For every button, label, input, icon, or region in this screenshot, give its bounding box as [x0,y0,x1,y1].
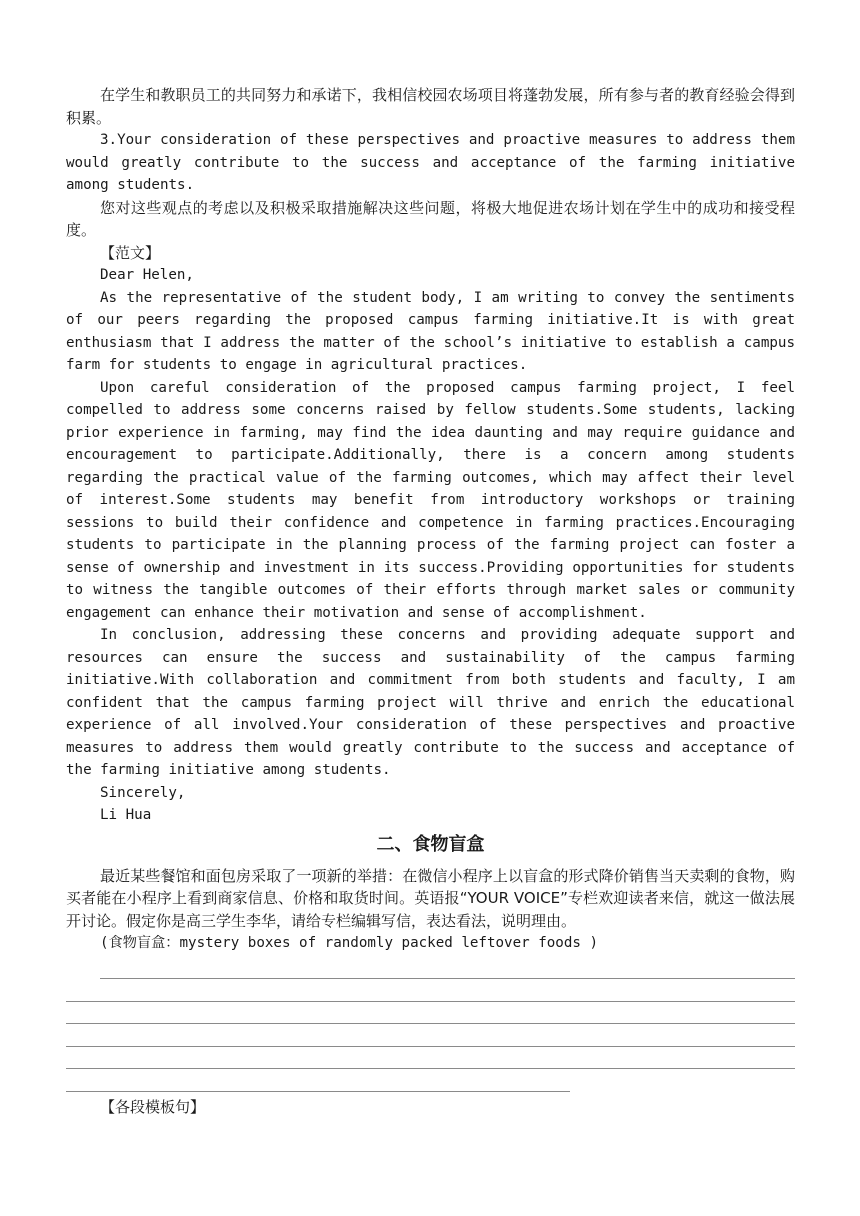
answer-line[interactable] [66,1047,795,1070]
letter-paragraph-2: Upon careful consideration of the proposed campus farming project, I feel compelled to address some concerns raised by fellow students.Some students, lacking prior experience in farming, may find the idea daunting and may require guidance and encouragement to participate.Additionally, there is a concern among students regarding the practical value of the farming outcomes, which may affect their level of interest.Some students may benefit from introductory workshops or training sessions to build their confidence and competence in farming practices.Encouraging students to participate in the planning process of the farming project can foster a sense of ownership and investment in its success.Providing opportunities for students to witness the tangible outcomes of their efforts through market sales or community engagement can enhance their motivation and sense of accomplishment. [66,379,795,621]
section-title: 二、食物盲盒 [376,833,485,855]
letter-greeting: Dear Helen, [100,267,194,283]
letter-signature: Li Hua [100,807,152,823]
document-page [66,84,795,1118]
point-3-chinese: 您对这些观点的考虑以及积极采取措施解决这些问题，将极大地促进农场计划在学生中的成功和接受程度。 [66,198,795,239]
letter-paragraph-3: In conclusion, addressing these concerns and providing adequate support and resources can ensure the success and sustainability of the campus farming initiative.With collaboration and commitment from both students and faculty, I am confident that the campus farming project will thrive and enrich the educational experience of all involved.Your consideration of these perspectives and proactive measures to address them would greatly contribute to the success and acceptance of the farming initiative among students. [66,627,795,778]
answer-line[interactable] [66,979,795,1002]
answer-line[interactable] [66,1024,795,1047]
answer-line[interactable] [100,957,795,980]
answer-line[interactable] [66,1002,795,1025]
vocabulary-note: (食物盲盒：mystery boxes of randomly packed leftover foods ) [100,935,599,951]
letter-closing: Sincerely, [100,784,186,801]
chinese-summary-paragraph: 在学生和教职员工的共同努力和承诺下，我相信校园农场项目将蓬勃发展，所有参与者的教育经验会得到积累。 [66,86,795,127]
point-3-english: 3.Your consideration of these perspectives and proactive measures to address them would greatly contribute to the success and acceptance of the farming initiative among students. [66,132,795,193]
answer-lines [66,957,795,1092]
answer-line[interactable] [66,1069,570,1092]
writing-prompt: 最近某些餐馆和面包房采取了一项新的举措：在微信小程序上以盲盒的形式降价销售当天卖剩的食物，购买者能在小程序上看到商家信息、价格和取货时间。英语报“YOUR VOICE”专栏欢迎读者来信，就这一做法展开讨论。假定你是高三学生李华，请给专栏编辑写信，表达看法，说明理由。 [66,866,795,930]
sample-essay-label: 【范文】 [100,243,161,262]
template-sentences-label: 【各段模板句】 [100,1097,206,1116]
letter-paragraph-1: As the representative of the student body, I am writing to convey the sentiments of our peers regarding the proposed campus farming initiative.It is with great enthusiasm that I address the matter of the school’s initiative to establish a campus farm for students to engage in agricultural practices. [66,289,795,373]
